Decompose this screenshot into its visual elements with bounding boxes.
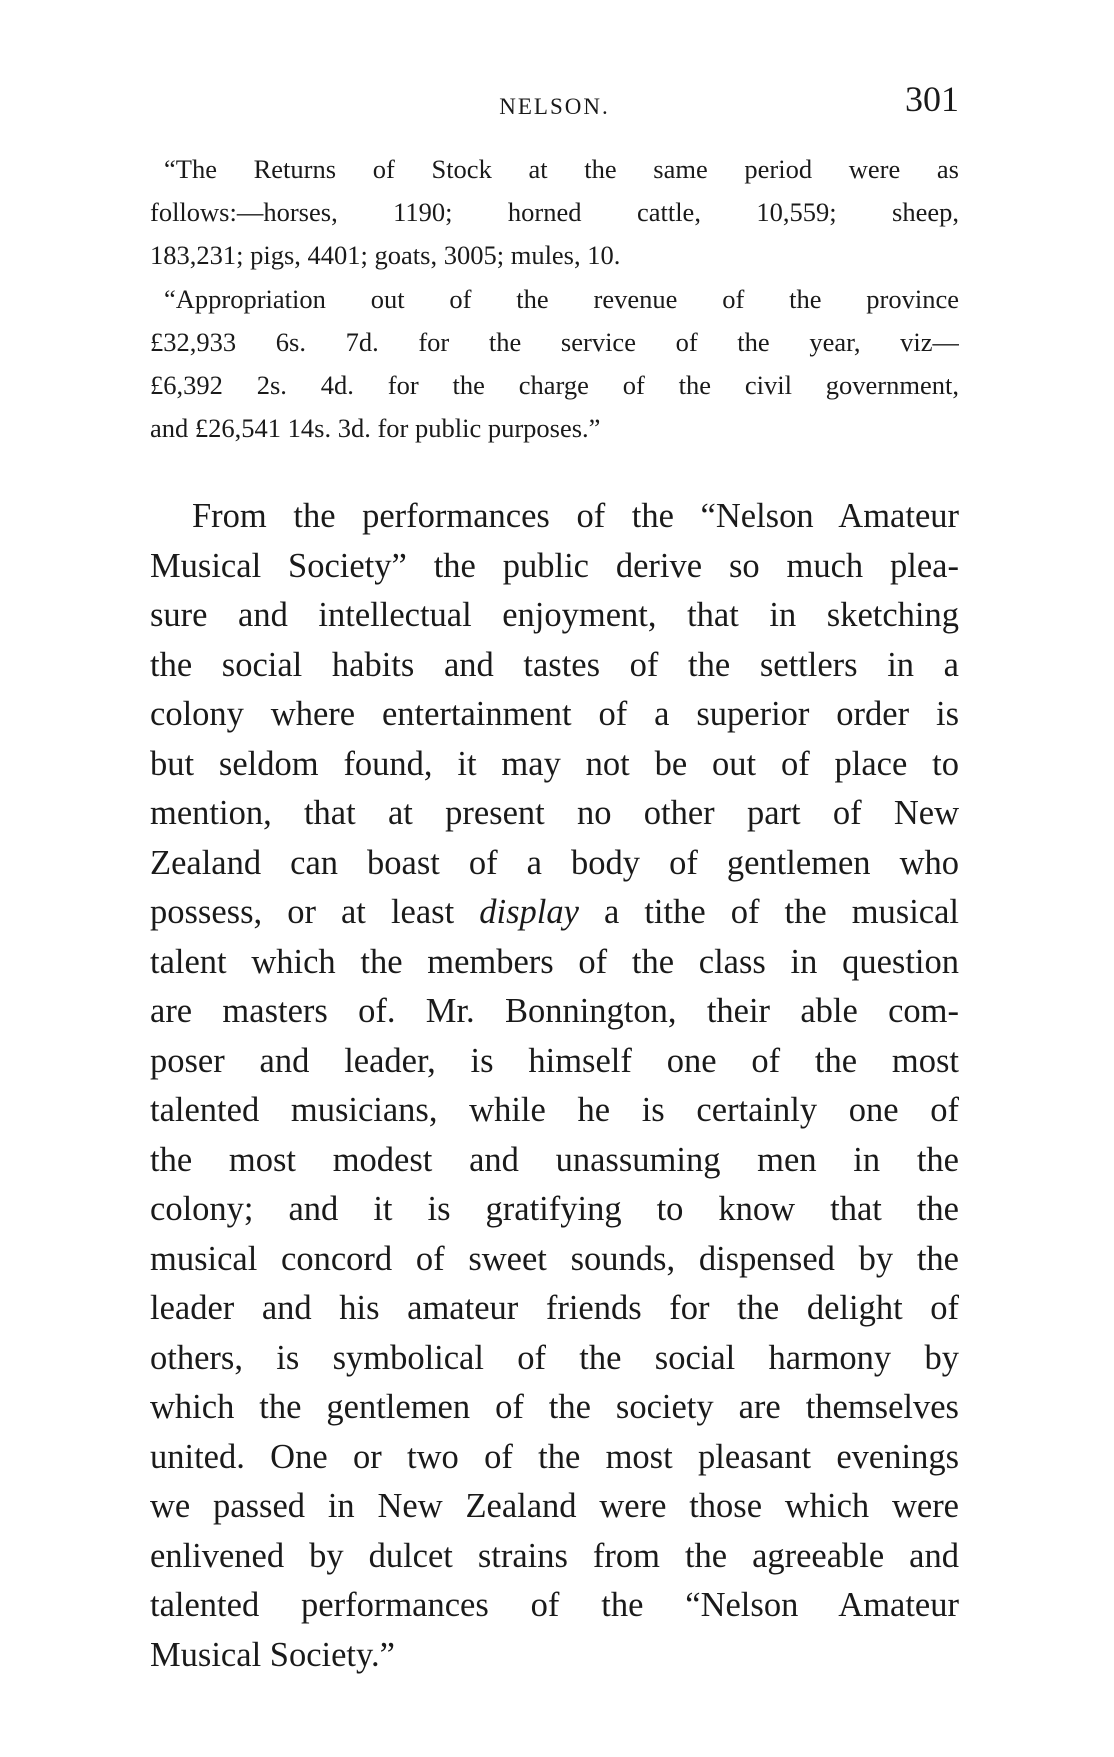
body-line: talent which the members of the class in question (150, 942, 959, 981)
body-line: the social habits and tastes of the settlers in a (150, 645, 959, 684)
body-line-part: a tithe of the musical (603, 893, 959, 931)
body-line: Zealand can boast of a body of gentlemen who (150, 843, 959, 882)
running-title: NELSON. (499, 94, 610, 119)
body-line (150, 888, 959, 938)
body-line: musical concord of sweet sounds, dispensed by the (150, 1239, 959, 1278)
body-line: Musical Society” the public derive so much plea- (150, 546, 959, 585)
quote-line: and £26,541 14s. 3d. for public purposes.” (150, 413, 601, 444)
body-line: enlivened by dulcet strains from the agreeable and (150, 1536, 959, 1575)
body-line: leader and his amateur friends for the delight of (150, 1289, 959, 1327)
body-line: but seldom found, it may not be out of place to (150, 744, 959, 783)
body-paragraph (150, 492, 959, 1680)
body-line: poser and leader, is himself one of the most (150, 1041, 959, 1080)
quoted-returns (150, 148, 959, 450)
quote-line: £32,933 6s. 7d. for the service of the year, viz— (150, 326, 959, 357)
quote-line: “Appropriation out of the revenue of the province (164, 283, 959, 314)
body-line: mention, that at present no other part of New (150, 794, 959, 832)
body-line: colony where entertainment of a superior order is (150, 695, 959, 733)
running-head (150, 78, 959, 128)
body-line: talented performances of the “Nelson Amateur (150, 1586, 959, 1624)
body-line-part: possess, or at least (150, 893, 455, 931)
body-line: colony; and it is gratifying to know that the (150, 1190, 959, 1228)
body-line: sure and intellectual enjoyment, that in sketching (150, 596, 959, 634)
body-line: united. One or two of the most pleasant evenings (150, 1437, 959, 1476)
page-number: 301 (905, 79, 959, 119)
body-line: others, is symbolical of the social harmony by (150, 1338, 959, 1377)
body-line: the most modest and unassuming men in the (150, 1140, 959, 1179)
body-line: are masters of. Mr. Bonnington, their able com- (150, 992, 959, 1030)
quote-line: “The Returns of Stock at the same period were as (164, 154, 959, 184)
body-line: From the performances of the “Nelson Amateur (192, 497, 959, 535)
quote-line: follows:—horses, 1190; horned cattle, 10,559; sheep, (150, 197, 959, 228)
quote-line: £6,392 2s. 4d. for the charge of the civil government, (150, 370, 959, 401)
body-line: talented musicians, while he is certainly one of (150, 1091, 959, 1129)
body-line: we passed in New Zealand were those which were (150, 1487, 959, 1525)
italic-word: display (479, 893, 579, 931)
body-line: which the gentlemen of the society are themselves (150, 1388, 959, 1426)
quote-line: 183,231; pigs, 4401; goats, 3005; mules, 10. (150, 240, 621, 271)
body-line: Musical Society.” (150, 1635, 395, 1674)
